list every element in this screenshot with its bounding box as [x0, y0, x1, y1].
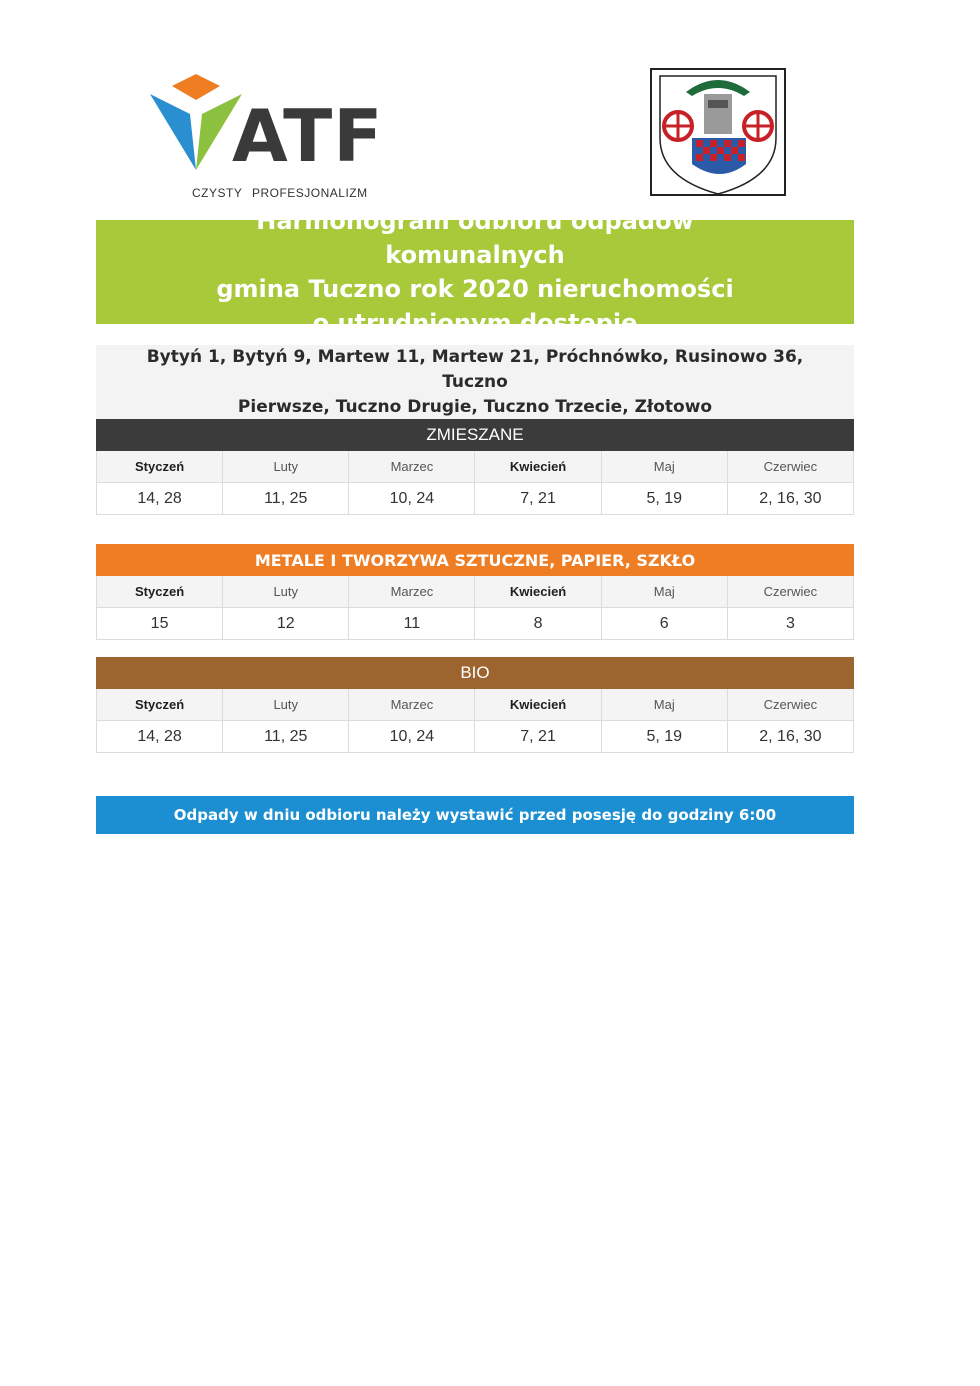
month-header: Kwiecień: [475, 451, 601, 483]
month-header: Luty: [223, 451, 349, 483]
pickup-note: Odpady w dniu odbioru należy wystawić przed posesję do godziny 6:00: [173, 806, 777, 824]
atf-logo: [150, 74, 400, 204]
date-cell: 14, 28: [97, 483, 223, 515]
schedule-bio: [96, 657, 854, 753]
date-cell: 5, 19: [602, 721, 728, 753]
pickup-note-banner: [96, 796, 854, 834]
date-cell: 8: [475, 608, 601, 640]
date-cell: 6: [602, 608, 728, 640]
section-title-bio: BIO: [96, 657, 854, 689]
date-cell: 12: [223, 608, 349, 640]
month-header: Luty: [223, 689, 349, 721]
month-header: Czerwiec: [728, 451, 854, 483]
date-cell: 11: [349, 608, 475, 640]
tuczno-coat-of-arms-icon: [650, 68, 786, 200]
month-header: Maj: [602, 576, 728, 608]
month-header: Marzec: [349, 689, 475, 721]
title-banner: [96, 207, 854, 337]
title-line-1: Harmonogram odbioru odpadów komunalnych: [256, 207, 694, 269]
month-header: Marzec: [349, 451, 475, 483]
date-cell: 11, 25: [223, 721, 349, 753]
date-cell: 14, 28: [97, 721, 223, 753]
schedule-table-bio: [96, 689, 854, 753]
date-cell: 15: [97, 608, 223, 640]
date-cell: 2, 16, 30: [728, 721, 854, 753]
date-cell: 11, 25: [223, 483, 349, 515]
address-list: [125, 345, 825, 420]
month-header: Luty: [223, 576, 349, 608]
month-header: Styczeń: [97, 451, 223, 483]
date-cell: 10, 24: [349, 721, 475, 753]
title-line-2: gmina Tuczno rok 2020 nieruchomości: [216, 275, 734, 303]
atf-logo-text: ATF: [232, 94, 384, 178]
address-box: [96, 345, 854, 419]
schedule-metal: [96, 544, 854, 640]
date-cell: 3: [728, 608, 854, 640]
month-header: Styczeń: [97, 576, 223, 608]
schedule-mixed: [96, 419, 854, 515]
page-title: [165, 204, 785, 340]
month-header: Maj: [602, 689, 728, 721]
date-cell: 2, 16, 30: [728, 483, 854, 515]
month-header: Kwiecień: [475, 689, 601, 721]
month-header: Styczeń: [97, 689, 223, 721]
schedule-table-mixed: [96, 451, 854, 515]
date-cell: 7, 21: [475, 483, 601, 515]
month-header: Czerwiec: [728, 689, 854, 721]
title-line-3: o utrudnionym dostępie: [312, 309, 638, 337]
section-title-metal: METALE I TWORZYWA SZTUCZNE, PAPIER, SZKŁO: [96, 544, 854, 576]
month-header: Czerwiec: [728, 576, 854, 608]
month-header: Marzec: [349, 576, 475, 608]
schedule-table-metal: [96, 576, 854, 640]
month-header: Kwiecień: [475, 576, 601, 608]
address-line-1: Bytyń 1, Bytyń 9, Martew 11, Martew 21, Próchnówko, Rusinowo 36, Tuczno: [146, 346, 804, 392]
date-cell: 5, 19: [602, 483, 728, 515]
atf-tagline: CZYSTY PROFESJONALIZM: [192, 186, 368, 200]
address-line-2: Pierwsze, Tuczno Drugie, Tuczno Trzecie, Złotowo: [237, 396, 713, 417]
month-header: Maj: [602, 451, 728, 483]
section-title-mixed: ZMIESZANE: [96, 419, 854, 451]
date-cell: 10, 24: [349, 483, 475, 515]
date-cell: 7, 21: [475, 721, 601, 753]
